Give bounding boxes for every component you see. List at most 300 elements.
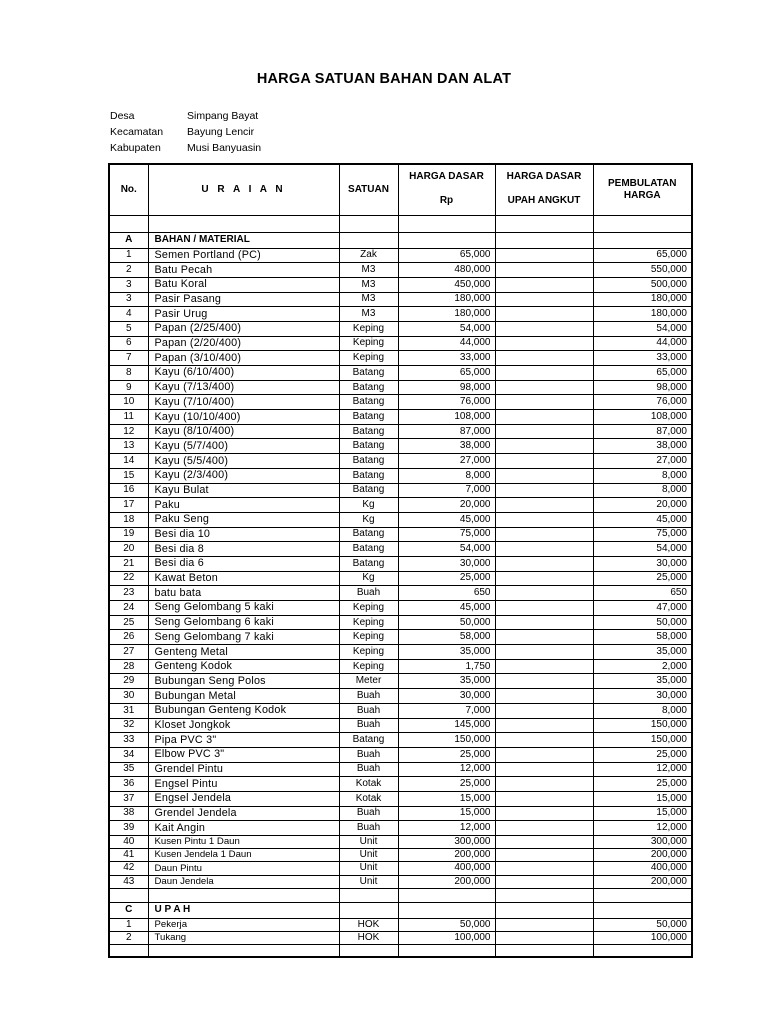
row-rounded: 54,000 [593,321,692,336]
row-upah-angkut [495,410,593,425]
info-row-desa [110,111,258,122]
table-row [109,248,692,263]
row-rounded: 65,000 [593,248,692,263]
row-rounded: 65,000 [593,366,692,381]
row-item: Kusen Jendela 1 Daun [148,849,339,862]
section-code: A [109,232,148,248]
row-item: Besi dia 6 [148,556,339,571]
row-upah-angkut [495,336,593,351]
row-price: 35,000 [398,645,495,660]
table-row [109,410,692,425]
row-price: 44,000 [398,336,495,351]
row-upah-angkut [495,498,593,513]
row-item: Seng Gelombang 5 kaki [148,601,339,616]
row-no: 26 [109,630,148,645]
table-row [109,615,692,630]
row-price: 108,000 [398,410,495,425]
row-no: 31 [109,703,148,718]
row-no: 9 [109,380,148,395]
empty-cell [109,215,148,232]
header-harga-dasar-upah: HARGA DASAR [495,164,593,188]
row-unit: M3 [339,263,398,278]
row-price: 180,000 [398,307,495,322]
row-item: Daun Jendela [148,875,339,888]
info-label: Desa [110,110,135,122]
table-row [109,586,692,601]
empty-cell [148,215,339,232]
row-price: 54,000 [398,321,495,336]
row-no: 32 [109,718,148,733]
row-unit: Batang [339,424,398,439]
row-rounded: 25,000 [593,777,692,792]
table-row [109,862,692,875]
row-price: 20,000 [398,498,495,513]
table-row [109,659,692,674]
row-unit: Keping [339,645,398,660]
row-upah-angkut [495,512,593,527]
section-name: BAHAN / MATERIAL [148,232,339,248]
row-rounded: 38,000 [593,439,692,454]
row-unit: Keping [339,630,398,645]
row-upah-angkut [495,586,593,601]
row-upah-angkut [495,791,593,806]
row-price: 33,000 [398,351,495,366]
row-price: 7,000 [398,483,495,498]
row-unit: Kg [339,498,398,513]
row-item: Pasir Pasang [148,292,339,307]
table-row [109,931,692,944]
table-row [109,630,692,645]
row-rounded: 58,000 [593,630,692,645]
row-no: 28 [109,659,148,674]
row-item: Kayu (8/10/400) [148,424,339,439]
row-upah-angkut [495,918,593,931]
row-price: 75,000 [398,527,495,542]
row-item: Besi dia 10 [148,527,339,542]
row-item: Kayu (2/3/400) [148,468,339,483]
row-item: Kayu (7/10/400) [148,395,339,410]
row-price: 7,000 [398,703,495,718]
table-row [109,703,692,718]
table-row [109,806,692,821]
row-upah-angkut [495,862,593,875]
spacer-row [109,215,692,232]
row-no: 23 [109,586,148,601]
row-unit: Batang [339,454,398,469]
row-item: Pekerja [148,918,339,931]
row-rounded: 75,000 [593,527,692,542]
row-no: 19 [109,527,148,542]
empty-cell [148,888,339,902]
row-no: 22 [109,571,148,586]
row-no: 14 [109,454,148,469]
row-no: 35 [109,762,148,777]
row-unit: Batang [339,395,398,410]
row-item: Kawat Beton [148,571,339,586]
table-row [109,918,692,931]
empty-cell [339,902,398,918]
row-upah-angkut [495,380,593,395]
row-rounded: 500,000 [593,277,692,292]
row-no: 42 [109,862,148,875]
row-price: 54,000 [398,542,495,557]
row-no: 29 [109,674,148,689]
empty-cell [495,232,593,248]
row-upah-angkut [495,689,593,704]
table-row [109,321,692,336]
row-no: 6 [109,336,148,351]
row-no: 36 [109,777,148,792]
row-upah-angkut [495,483,593,498]
row-item: Bubungan Metal [148,689,339,704]
row-price: 25,000 [398,777,495,792]
row-item: Seng Gelombang 7 kaki [148,630,339,645]
empty-cell [495,215,593,232]
row-item: Papan (2/25/400) [148,321,339,336]
row-item: Paku Seng [148,512,339,527]
row-price: 35,000 [398,674,495,689]
row-unit: Buah [339,762,398,777]
table-row [109,875,692,888]
row-upah-angkut [495,366,593,381]
table-row [109,762,692,777]
row-no: 1 [109,918,148,931]
row-item: Bubungan Seng Polos [148,674,339,689]
table-row [109,733,692,748]
row-unit: M3 [339,277,398,292]
row-item: Engsel Pintu [148,777,339,792]
row-upah-angkut [495,395,593,410]
row-unit: Unit [339,875,398,888]
row-price: 15,000 [398,806,495,821]
table-row [109,351,692,366]
row-upah-angkut [495,439,593,454]
table-row [109,424,692,439]
info-value: Bayung Lencir [187,126,255,138]
empty-cell [398,215,495,232]
row-rounded: 180,000 [593,292,692,307]
row-item: Genteng Kodok [148,659,339,674]
info-row-kabupaten [110,143,261,154]
header-row-top [109,164,692,188]
row-item: Pipa PVC 3" [148,733,339,748]
row-unit: Kotak [339,777,398,792]
row-upah-angkut [495,556,593,571]
row-upah-angkut [495,542,593,557]
table-row [109,512,692,527]
row-rounded: 50,000 [593,615,692,630]
row-unit: HOK [339,931,398,944]
row-price: 145,000 [398,718,495,733]
header-pembulatan-harga [593,164,692,215]
row-item: Bubungan Genteng Kodok [148,703,339,718]
row-no: 27 [109,645,148,660]
row-unit: Batang [339,733,398,748]
spacer-row [109,888,692,902]
row-rounded: 25,000 [593,747,692,762]
row-upah-angkut [495,321,593,336]
row-rounded: 87,000 [593,424,692,439]
row-no: 3 [109,277,148,292]
empty-cell [593,888,692,902]
row-price: 12,000 [398,762,495,777]
row-unit: Kg [339,512,398,527]
row-price: 76,000 [398,395,495,410]
table-row [109,483,692,498]
empty-cell [593,902,692,918]
row-rounded: 650 [593,586,692,601]
row-no: 24 [109,601,148,616]
row-rounded: 15,000 [593,791,692,806]
row-unit: Batang [339,380,398,395]
row-unit: M3 [339,307,398,322]
row-unit: Kg [339,571,398,586]
row-no: 8 [109,366,148,381]
row-item: Kusen Pintu 1 Daun [148,836,339,849]
row-unit: Buah [339,747,398,762]
row-no: 30 [109,689,148,704]
header-rp: Rp [398,188,495,215]
row-price: 98,000 [398,380,495,395]
row-upah-angkut [495,630,593,645]
row-rounded: 44,000 [593,336,692,351]
row-no: 4 [109,307,148,322]
header-uraian: U R A I A N [148,164,339,215]
row-upah-angkut [495,601,593,616]
row-price: 25,000 [398,571,495,586]
row-upah-angkut [495,263,593,278]
table-row [109,454,692,469]
row-item: Kayu (7/13/400) [148,380,339,395]
row-rounded: 8,000 [593,483,692,498]
row-no: 1 [109,248,148,263]
table-row [109,542,692,557]
row-item: Papan (3/10/400) [148,351,339,366]
row-unit: Buah [339,821,398,836]
row-upah-angkut [495,571,593,586]
section-name: U P A H [148,902,339,918]
section-row [109,232,692,248]
row-unit: HOK [339,918,398,931]
row-price: 45,000 [398,601,495,616]
row-no: 11 [109,410,148,425]
row-no: 15 [109,468,148,483]
row-rounded: 54,000 [593,542,692,557]
row-no: 5 [109,321,148,336]
row-price: 200,000 [398,849,495,862]
empty-cell [109,945,148,957]
row-upah-angkut [495,733,593,748]
row-no: 43 [109,875,148,888]
row-rounded: 550,000 [593,263,692,278]
row-price: 38,000 [398,439,495,454]
info-value: Simpang Bayat [187,110,259,122]
row-unit: Batang [339,410,398,425]
row-item: Semen Portland (PC) [148,248,339,263]
table-row [109,674,692,689]
row-item: Kait Angin [148,821,339,836]
row-unit: Batang [339,366,398,381]
row-upah-angkut [495,615,593,630]
row-unit: Buah [339,806,398,821]
row-rounded: 300,000 [593,836,692,849]
row-unit: M3 [339,292,398,307]
table-row [109,747,692,762]
table-row [109,821,692,836]
row-unit: Batang [339,439,398,454]
row-price: 200,000 [398,875,495,888]
header-upah-angkut: UPAH ANGKUT [495,188,593,215]
row-upah-angkut [495,836,593,849]
row-upah-angkut [495,468,593,483]
row-item: Seng Gelombang 6 kaki [148,615,339,630]
row-unit: Batang [339,468,398,483]
row-item: Papan (2/20/400) [148,336,339,351]
empty-cell [495,888,593,902]
header-pembulatan: PEMBULATAN [607,177,677,189]
row-upah-angkut [495,718,593,733]
header-no: No. [109,164,148,215]
info-label: Kabupaten [110,142,161,154]
row-price: 1,750 [398,659,495,674]
row-unit: Batang [339,527,398,542]
row-unit: Meter [339,674,398,689]
table-row [109,849,692,862]
table-row [109,556,692,571]
table-row [109,689,692,704]
row-no: 17 [109,498,148,513]
row-rounded: 20,000 [593,498,692,513]
table-row [109,791,692,806]
row-unit: Keping [339,351,398,366]
row-rounded: 8,000 [593,703,692,718]
row-upah-angkut [495,424,593,439]
row-price: 100,000 [398,931,495,944]
row-no: 33 [109,733,148,748]
row-unit: Unit [339,862,398,875]
row-upah-angkut [495,659,593,674]
row-price: 25,000 [398,747,495,762]
row-unit: Unit [339,849,398,862]
row-item: Grendel Jendela [148,806,339,821]
row-item: Batu Koral [148,277,339,292]
empty-cell [148,945,339,957]
row-rounded: 47,000 [593,601,692,616]
row-rounded: 98,000 [593,380,692,395]
row-no: 10 [109,395,148,410]
table-row [109,571,692,586]
row-item: Genteng Metal [148,645,339,660]
table-row [109,601,692,616]
row-rounded: 76,000 [593,395,692,410]
row-unit: Keping [339,321,398,336]
row-rounded: 200,000 [593,875,692,888]
row-upah-angkut [495,703,593,718]
row-item: Besi dia 8 [148,542,339,557]
row-upah-angkut [495,747,593,762]
empty-cell [495,902,593,918]
row-unit: Buah [339,703,398,718]
row-price: 30,000 [398,689,495,704]
row-no: 7 [109,351,148,366]
row-price: 27,000 [398,454,495,469]
row-price: 50,000 [398,918,495,931]
empty-cell [398,945,495,957]
row-item: Engsel Jendela [148,791,339,806]
row-rounded: 35,000 [593,645,692,660]
row-price: 87,000 [398,424,495,439]
section-code: C [109,902,148,918]
row-upah-angkut [495,454,593,469]
row-price: 650 [398,586,495,601]
row-unit: Zak [339,248,398,263]
row-price: 8,000 [398,468,495,483]
row-rounded: 12,000 [593,762,692,777]
row-item: Kayu Bulat [148,483,339,498]
row-rounded: 12,000 [593,821,692,836]
header-harga: HARGA [623,189,661,201]
row-rounded: 200,000 [593,849,692,862]
price-table [108,163,693,958]
spacer-row [109,945,692,957]
row-rounded: 35,000 [593,674,692,689]
table-row [109,439,692,454]
row-unit: Buah [339,586,398,601]
table-row [109,527,692,542]
row-price: 400,000 [398,862,495,875]
row-no: 41 [109,849,148,862]
table-row [109,263,692,278]
info-value: Musi Banyuasin [187,142,262,154]
row-unit: Keping [339,659,398,674]
row-no: 39 [109,821,148,836]
row-price: 480,000 [398,263,495,278]
row-no: 13 [109,439,148,454]
info-row-kecamatan [110,127,254,138]
row-price: 65,000 [398,248,495,263]
row-rounded: 150,000 [593,733,692,748]
empty-cell [593,232,692,248]
table-row [109,307,692,322]
row-item: Paku [148,498,339,513]
row-upah-angkut [495,821,593,836]
row-item: Daun Pintu [148,862,339,875]
row-upah-angkut [495,248,593,263]
row-price: 65,000 [398,366,495,381]
empty-cell [339,232,398,248]
empty-cell [339,215,398,232]
row-price: 12,000 [398,821,495,836]
header-harga-dasar: HARGA DASAR [398,164,495,188]
row-rounded: 100,000 [593,931,692,944]
row-no: 12 [109,424,148,439]
empty-cell [109,888,148,902]
row-price: 450,000 [398,277,495,292]
table-row [109,292,692,307]
row-rounded: 108,000 [593,410,692,425]
row-price: 45,000 [398,512,495,527]
row-item: Tukang [148,931,339,944]
row-unit: Keping [339,615,398,630]
info-label: Kecamatan [110,126,164,138]
row-no: 3 [109,292,148,307]
row-item: Kayu (6/10/400) [148,366,339,381]
row-rounded: 45,000 [593,512,692,527]
row-price: 58,000 [398,630,495,645]
table-row [109,277,692,292]
row-unit: Batang [339,542,398,557]
empty-cell [398,232,495,248]
